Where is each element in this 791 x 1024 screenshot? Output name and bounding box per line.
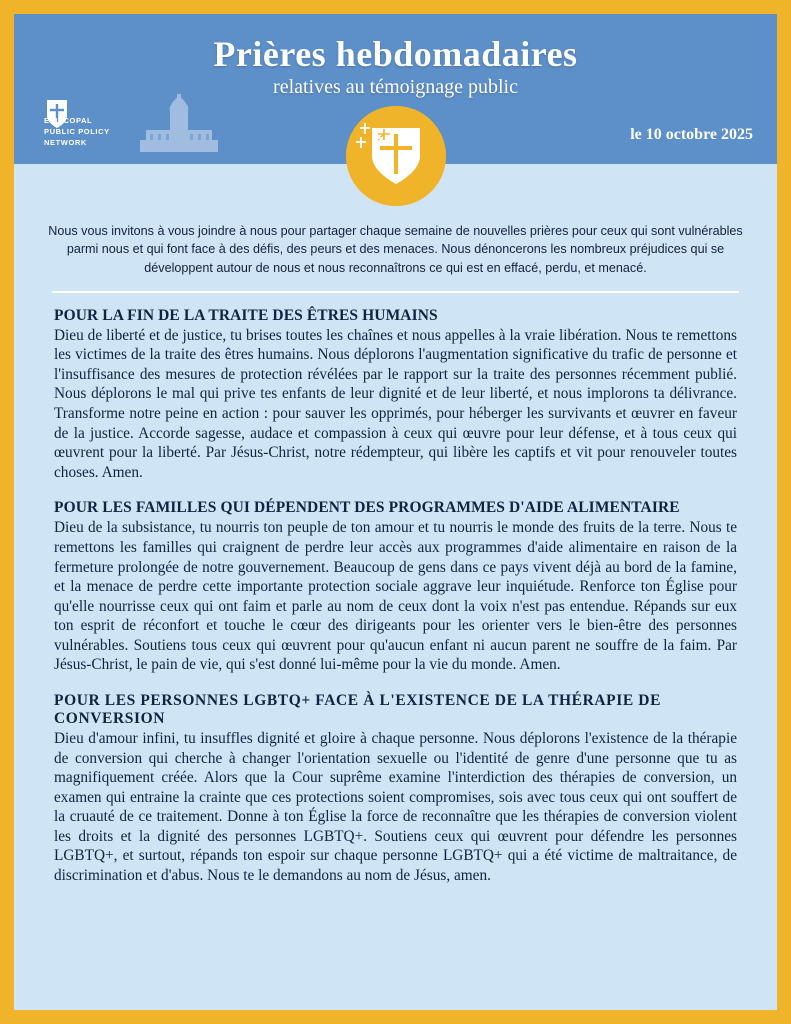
intro-paragraph: Nous vous invitons à vous joindre à nous pour partager chaque semaine de nouvelles prières pour ceux qui sont vulnérables parmi nous et qui font face à des défis, des peurs et des menaces. Nous dénoncerons les nombreux préjudices qui se développent autour de nous et nous reconnaîtrons ce qui est en effacé, perdu, et menacé.	[48, 224, 743, 275]
prayer-body: Dieu d'amour infini, tu insuffles dignité et gloire à chaque personne. Nous déplorons l'existence de la thérapie de conversion qui cherche à changer l'orientation sexuelle ou l'identité de genre d'une personne que tu as magnifiquement créée. Alors que la Cour suprême examine l'interdiction des thérapies de conversion, un examen qui entraine la crainte que ces protections soient compromises, sois avec tous ceux qui ont souffert de la cruauté de ce traitement. Donne à ton Église la force de reconnaître que les thérapies de conversion violent les droits et la dignité des personnes LGBTQ+. Soutiens ceux qui œuvrent pour défendre les personnes LGBTQ+, et surtout, répands ton espoir sur chaque personne LGBTQ+ qui a été victime de maltraitance, de discrimination et d'abus. Nous te le demandons au nom de Jésus, amen.	[54, 730, 737, 885]
capitol-dome-icon	[140, 94, 218, 157]
logo-line-3: NETWORK	[44, 137, 87, 147]
prayer-title: POUR LES FAMILLES QUI DÉPENDENT DES PROGRAMMES D'AIDE ALIMENTAIRE	[54, 499, 680, 517]
logo-line-1: EPISCOPAL	[44, 116, 93, 125]
prayer-section	[54, 307, 737, 483]
eppn-logo	[44, 96, 224, 156]
prayer-section	[54, 692, 737, 886]
publication-date: le 10 octobre 2025	[630, 126, 753, 143]
prayer-body: Dieu de la subsistance, tu nourris ton peuple de ton amour et tu nourris le monde des fruits de la terre. Nous te remettons les familles qui craignent de perdre leur accès aux programmes d'aide alimentaire en raison de la fermeture prolongée de notre gouvernement. Beaucoup de gens dans ce pays vivent déjà au bord de la famine, et la menace de perdre cette importante protection sociale aggrave leur inquiétude. Renforce ton Église pour qu'elle nourrisse ceux qui ont faim et parle au nom de ceux dont la voix n'est pas entendue. Répands sur eux ton esprit de réconfort et touche le cœur des dirigeants pour les orienter vers le bien-être des personnes vulnérables. Soutiens tous ceux qui œuvrent pour qu'aucun enfant ni aucun parent ne souffre de la faim. Par Jésus-Christ, le pain de vie, qui s'est donné lui-même pour la vie du monde. Amen.	[54, 519, 737, 674]
prayer-title: POUR LES PERSONNES LGBTQ+ FACE À L'EXISTENCE DE LA THÉRAPIE DE CONVERSION	[54, 692, 662, 727]
prayer-section	[54, 499, 737, 675]
prayer-body: Dieu de liberté et de justice, tu brises toutes les chaînes et nous appelles à la vraie libération. Nous te remettons les victimes de la traite des êtres humains. Nous déplorons l'augmentation significative du trafic de personne et l'insuffisance des mesures de protection révélées par le rapport sur la traite des personnes récemment publié. Nous déplorons le mal qui prive tes enfants de leur dignité et de leur liberté, et nous implorons ta délivrance. Transforme notre peine en action : pour sauver les opprimés, pour héberger les survivants et œuvrer en faveur de la justice. Accorde sagesse, audace et compassion à ceux qui œuvre pour leur défense, et à tous ceux qui œuvrent pour la liberté. Par Jésus-Christ, notre rédempteur, qui libère les captifs et vit pour renouveler toutes choses. Amen.	[54, 326, 737, 481]
document-sheet	[14, 14, 777, 1010]
logo-wordmark	[44, 116, 110, 149]
section-divider	[52, 291, 739, 293]
prayer-title: POUR LA FIN DE LA TRAITE DES ÊTRES HUMAINS	[54, 306, 438, 324]
page-title: Prières hebdomadaires	[213, 34, 578, 74]
page-subtitle: relatives au témoignage public	[273, 75, 518, 98]
logo-line-2: PUBLIC POLICY	[44, 126, 110, 136]
episcopal-seal-icon	[346, 106, 446, 206]
prayers-content	[54, 307, 737, 886]
